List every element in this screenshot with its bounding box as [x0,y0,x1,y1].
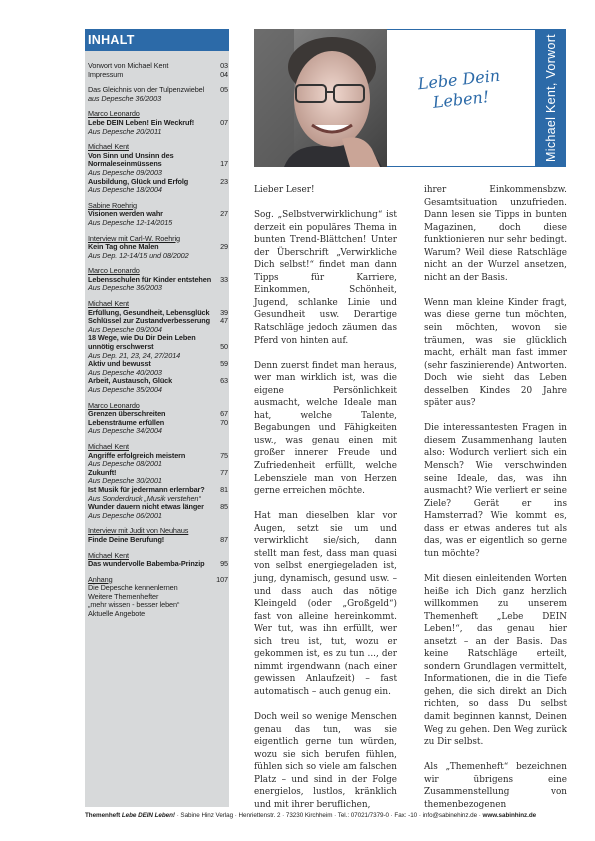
toc-source [88,128,228,137]
toc-line-text: Lebe DEIN Leben! Ein Weckruf! [88,117,195,127]
toc-entry [88,300,228,395]
article-paragraph: ihrer Einkommensbzw. Gesamtsituation unzufrieden. Dann lesen sie Tipps in bunten Magazinen, doch diese funktionieren nur sehr bedingt. Warum? Weil diese Ratschläge nicht an der Wurzel ansetzen, nicht an der Basis. [424,185,567,283]
toc-line-text: Interview mit Carl-W. Roehrig [88,233,180,243]
article-column-2 [424,184,567,824]
toc-line-text: Erfüllung, Gesundheit, Lebensglück [88,307,210,317]
toc-line-text: Marco Leonardo [88,109,140,119]
toc-line-text: Das wundervolle Babemba-Prinzip [88,559,205,569]
toc-line-text: Schlüssel zur Zustandverbesserung [88,316,211,326]
toc-line-text: Aus Depesche 36/2003 [88,283,162,293]
toc-item[interactable] [88,71,228,80]
toc-page-number: 85 [220,502,228,512]
toc-line-text: Angriffe erfolgreich meistern [88,450,186,460]
toc-article-title[interactable] [88,560,228,569]
article-paragraph: Sog. „Selbstverwirklichung“ ist derzeit ein populäres Thema in bunten Trend-Blättchen! Unter der Überschrift „Verwirkliche Dich selbst!“ findet man dann Tipps für Karriere, Einkommen, Schönheit, Jugend, schlanke Linie und Gesundheit usw. Derartige Ratschläge jedoch zäumen das Pferd von hinten auf. [254,210,397,346]
toc-entry [88,402,228,436]
motto-line-1: Lebe Dein [416,65,501,94]
toc-page-number: 07 [220,117,228,127]
toc-entry [88,202,228,228]
article-paragraph: Denn zuerst findet man heraus, wer man wirklich ist, was die eigene Persönlichkeit ausmacht, welche Ideale man hat, welche Talente, Begabungen und Fähigkeiten usw., was genau einen mit großer innerer Freude und Zufriedenheit erfüllt, welche Lebensziele man von Herzen gerne erreichen möchte. [254,360,397,497]
toc-page-number: 50 [220,342,228,352]
toc-page-number: 04 [220,69,228,79]
toc-page-number: 39 [220,307,228,317]
toc-page-number: 59 [220,359,228,369]
toc-line-text: Impressum [88,69,124,79]
toc-page-number: 63 [220,376,228,386]
toc-line-text: Kein Tag ohne Malen [88,242,159,252]
toc-source [88,427,228,436]
toc-page-number: 23 [220,176,228,186]
toc-line-text: 18 Wege, wie Du Dir Dein Leben [88,333,196,343]
toc-line-text: Aus Depesche 18/2004 [88,185,162,195]
toc-line-text: Lebensträume erfüllen [88,417,165,427]
portrait-image [254,29,387,167]
toc-line-text: Aus Depesche 06/2001 [88,510,162,520]
toc-source [88,284,228,293]
toc-page-number: 95 [220,559,228,569]
toc-line-text: Michael Kent [88,142,129,152]
author-photo [254,29,387,167]
toc-article-title[interactable] [88,536,228,545]
toc-entry [88,62,228,79]
toc-line-text: Aus Depesche 08/2001 [88,459,162,469]
toc-line-text: Normaleseinmüssens [88,159,162,169]
toc-item [88,610,228,619]
toc-entries [88,62,228,626]
toc-source [88,95,228,104]
toc-page-number: 77 [220,467,228,477]
toc-page-number: 67 [220,409,228,419]
toc-entry [88,267,228,293]
toc-line-text: Michael Kent [88,441,129,451]
toc-line-text: Michael Kent [88,299,129,309]
toc-line-text: Aus Depesche 09/2004 [88,324,162,334]
motto-line-2: Leben! [431,87,491,112]
toc-source [88,386,228,395]
toc-line-text: Sabine Roehrig [88,200,137,210]
toc-line-text: Aus Depesche 09/2003 [88,167,162,177]
table-of-contents [85,29,229,807]
toc-page-number: 27 [220,209,228,219]
toc-source [88,219,228,228]
toc-heading: INHALT [85,29,229,51]
toc-line-text: Arbeit, Austausch, Glück [88,376,173,386]
toc-line-text: Visionen werden wahr [88,209,163,219]
toc-line-text: Aktiv und bewusst [88,359,151,369]
toc-line-text: unnötig erschwerst [88,342,154,352]
article-paragraph: Hat man dieselben klar vor Augen, setzt sie um und verwirklicht sie/sich, dann stellt man fest, dass man quasi von selbst energiegeladen ist, jung, dynamisch, gesund usw. – und dass auch das nötige Kleingeld (oder „Großgeld“) fast von alleine hereinkommt. Wer tut, was ihn erfüllt, wer sich treu ist, tut, wozu er gekommen ist, es zu tun ..., der nimmt irgendwann (nach einer gewissen Anlaufzeit) – fast automatisch – auch genug ein. [254,511,397,697]
toc-page-number: 05 [220,85,228,95]
toc-entry [88,143,228,195]
toc-line-text: Finde Deine Berufung! [88,534,165,544]
toc-line-text: Aus Depesche 40/2003 [88,367,162,377]
toc-entry [88,110,228,136]
toc-source [88,512,228,521]
toc-line-text: aus Depesche 36/2003 [88,93,162,103]
toc-line-text: Aus Dep. 12-14/15 und 08/2002 [88,250,189,260]
toc-page-number: 70 [220,417,228,427]
toc-line-text: Aus Depesche 20/2011 [88,126,162,136]
toc-source [88,186,228,195]
toc-line-text: Marco Leonardo [88,400,140,410]
toc-page-number: 47 [220,316,228,326]
toc-line-text: Ausbildung, Glück und Erfolg [88,176,189,186]
toc-page-number: 107 [216,574,228,584]
toc-line-text: Von Sinn und Unsinn des [88,150,174,160]
footer-details: · Sabine Hinz Verlag · Henriettenstr. 2 · 73230 Kirchheim · Tel.: 07021/7379-0 · Fax: -10 · info@sabinehinz.de · [176,812,481,819]
side-title [535,29,566,167]
toc-line-text: Michael Kent [88,550,129,560]
toc-entry [88,576,228,619]
toc-line-text: Die Depesche kennenlernen [88,583,178,593]
toc-line-text: „mehr wissen - besser leben“ [88,600,180,610]
toc-entry [88,527,228,544]
article-paragraph: Die interessantesten Fragen in diesem Zusammenhang lauten also: Wodurch verliert sich ein Mensch? Wie verschwinden seine Ideale, das, was ihn ausmacht? Wie verliert er seine Ziele? Gerät er ins Hamsterrad? Wie kommt es, dass er etwas anderes tut als das, was er eigentlich so gerne tun möchte? [424,423,567,559]
toc-line-text: Aus Depesche 34/2004 [88,426,162,436]
toc-line-text: Aus Depesche 30/2001 [88,476,162,486]
toc-page-number: 29 [220,242,228,252]
toc-line-text: Lebensschulen für Kinder entstehen [88,274,212,284]
toc-line-text: Aus Depesche 35/2004 [88,385,162,394]
toc-line-text: Ist Musik für jedermann erlernbar? [88,484,205,494]
toc-line-text: Aktuelle Angebote [88,609,146,619]
toc-page-number: 75 [220,450,228,460]
toc-line-text: Anhang [88,574,113,584]
toc-page-number: 17 [220,159,228,169]
toc-line-text: Aus Sonderdruck „Musik verstehen“ [88,493,201,503]
toc-line-text: Grenzen überschreiten [88,409,166,419]
article-paragraph: Als „Themenheft“ bezeichnen wir übrigens eine Zusammenstellung von themenbezogenen [424,762,567,810]
side-title-text: Michael Kent, Vorwort [543,34,558,162]
toc-entry [88,86,228,103]
toc-page-number: 87 [220,534,228,544]
footer-website[interactable]: www.sabinhinz.de [482,812,537,819]
toc-line-text: Aus Dep. 21, 23, 24, 27/2014 [88,350,181,360]
toc-line-text: Vorwort von Michael Kent [88,61,169,70]
toc-line-text: Marco Leonardo [88,266,140,276]
article-paragraph: Mit diesen einleitenden Worten heiße ich Dich ganz herzlich willkommen zu unserem Themenheft „Lebe DEIN Leben!“, das genau hier ansetzt – an der Basis. Das keine Ratschläge erteilt, sondern Grundlagen vermittelt, Informationen, die in die Tiefe gehen, die sich direkt an Dich richten, so dass Du selbst damit beginnen kannst, Deinen Weg zu gehen. Den Weg zurück zu Dir selbst. [424,573,567,748]
toc-entry [88,235,228,261]
article-column-1 [254,184,397,824]
toc-line-text: Wunder dauern nicht etwas länger [88,502,204,512]
footer [85,812,571,820]
toc-page-number: 03 [220,61,228,70]
article-paragraph: Lieber Leser! [254,185,315,195]
article-paragraph: Wenn man kleine Kinder fragt, was diese gerne tun möchten, sein möchten, wovon sie träumen, was sie glücklich macht, erhält man fast immer (sehr faszinierende) Antworten. Doch wie sieht das Leben desselben Kindes 20 Jahre später aus? [424,297,567,409]
toc-line-text: Aus Depesche 12-14/2015 [88,217,173,227]
toc-page-number: 33 [220,274,228,284]
toc-line-text: Zukunft! [88,467,117,477]
toc-entry [88,443,228,520]
toc-line-text: Das Gleichnis von der Tulpenzwiebel [88,85,205,95]
toc-line-text: Interview mit Judit von Neuhaus [88,526,189,536]
footer-brand: Themenheft [85,812,121,819]
article-paragraph: Doch weil so wenige Menschen genau das tun, was sie eigentlich gerne tun würden, wozu sie sich berufen fühlen, fühlen sich so viele am falschen Platz – und sind in der Folge energielos, lustlos, kränklich und mit ihrer beruflichen, [254,711,397,810]
footer-title: Lebe DEIN Leben! [121,812,175,819]
toc-page-number: 81 [220,484,228,494]
toc-entry [88,552,228,569]
toc-line-text: Weitere Themenhefter [88,591,159,601]
toc-source [88,252,228,261]
